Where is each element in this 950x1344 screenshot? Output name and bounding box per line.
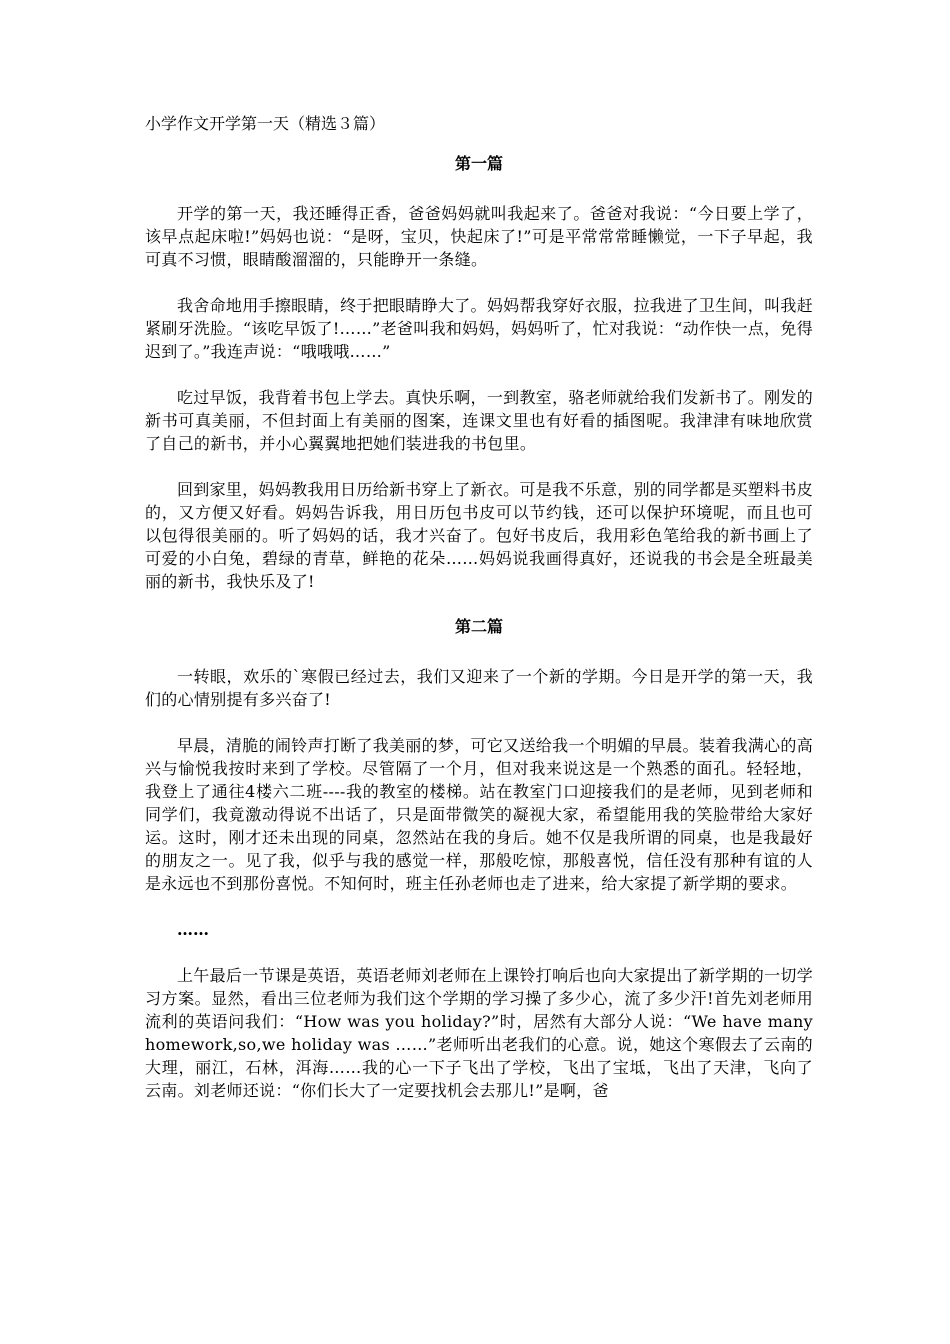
document-title: 小学作文开学第一天（精选３篇） (145, 114, 386, 133)
paragraph: 吃过早饭，我背着书包上学去。真快乐啊，一到教室，骆老师就给我们发新书了。刚发的新书可真美丽，不但封面上有美丽的图案，连课文里也有好看的插图呢。我津津有味地欣赏了自己的新书，并小心翼翼地把她们装进我的书包里。 (145, 388, 813, 453)
paragraph: 回到家里，妈妈教我用日历给新书穿上了新衣。可是我不乐意，别的同学都是买塑料书皮的，又方便又好看。妈妈告诉我，用日历包书皮可以节约钱，还可以保护环境呢，而且也可以包得很美丽的。听了妈妈的话，我才兴奋了。包好书皮后，我用彩色笔给我的新书画上了可爱的小白兔，碧绿的青草，鲜艳的花朵……妈妈说我画得真好，还说我的书会是全班最美丽的新书，我快乐及了! (145, 480, 813, 591)
paragraph: 上午最后一节课是英语，英语老师刘老师在上课铃打响后也向大家提出了新学期的一切学习方案。显然，看出三位老师为我们这个学期的学习操了多少心，流了多少汗!首先刘老师用流利的英语问我们：“How was you holiday?”时，居然有大部分人说：“We have many homework,so,we holiday was ……”老师听出老我们的心意。说，她这个寒假去了云南的大理，丽江，石林，洱海……我的心一下子飞出了学校，飞出了宝坻，飞出了天津，飞向了云南。刘老师还说：“你们长大了一定要找机会去那儿!”是啊，爸 (145, 966, 813, 1100)
ellipsis-paragraph: …… (177, 920, 209, 939)
paragraph: 我舍命地用手擦眼睛，终于把眼睛睁大了。妈妈帮我穿好衣服，拉我进了卫生间，叫我赶紧刷牙洗脸。“该吃早饭了!……”老爸叫我和妈妈，妈妈听了，忙对我说：“动作快一点，免得迟到了。”我连声说：“哦哦哦……” (145, 296, 813, 361)
section-heading-2: 第二篇 (454, 617, 503, 636)
paragraph: 早晨，清脆的闹铃声打断了我美丽的梦，可它又送给我一个明媚的早晨。装着我满心的高兴与愉悦我按时来到了学校。尽管隔了一个月，但对我来说这是一个熟悉的面孔。轻轻地，我登上了通往4楼六二班----我的教室的楼梯。站在教室门口迎接我们的是老师，见到老师和同学们，我竟激动得说不出话了，只是面带微笑的凝视大家，希望能用我的笑脸带给大家好运。这时，刚才还未出现的同桌，忽然站在我的身后。她不仅是我所谓的同桌，也是我最好的朋友之一。见了我，似乎与我的感觉一样，那般吃惊，那般喜悦，信任没有那种有谊的人是永远也不到那份喜悦。不知何时，班主任孙老师也走了进来，给大家提了新学期的要求。 (145, 736, 813, 893)
document-page (145, 112, 813, 1125)
paragraph: 一转眼，欢乐的`寒假已经过去，我们又迎来了一个新的学期。今日是开学的第一天，我们的心情别提有多兴奋了! (145, 667, 813, 709)
section-heading-1: 第一篇 (454, 154, 503, 173)
paragraph: 开学的第一天，我还睡得正香，爸爸妈妈就叫我起来了。爸爸对我说：“今日要上学了，该早点起床啦!”妈妈也说：“是呀，宝贝，快起床了!”可是平常常常睡懒觉，一下子早起，我可真不习惯，眼睛酸溜溜的，只能睁开一条缝。 (145, 204, 813, 269)
